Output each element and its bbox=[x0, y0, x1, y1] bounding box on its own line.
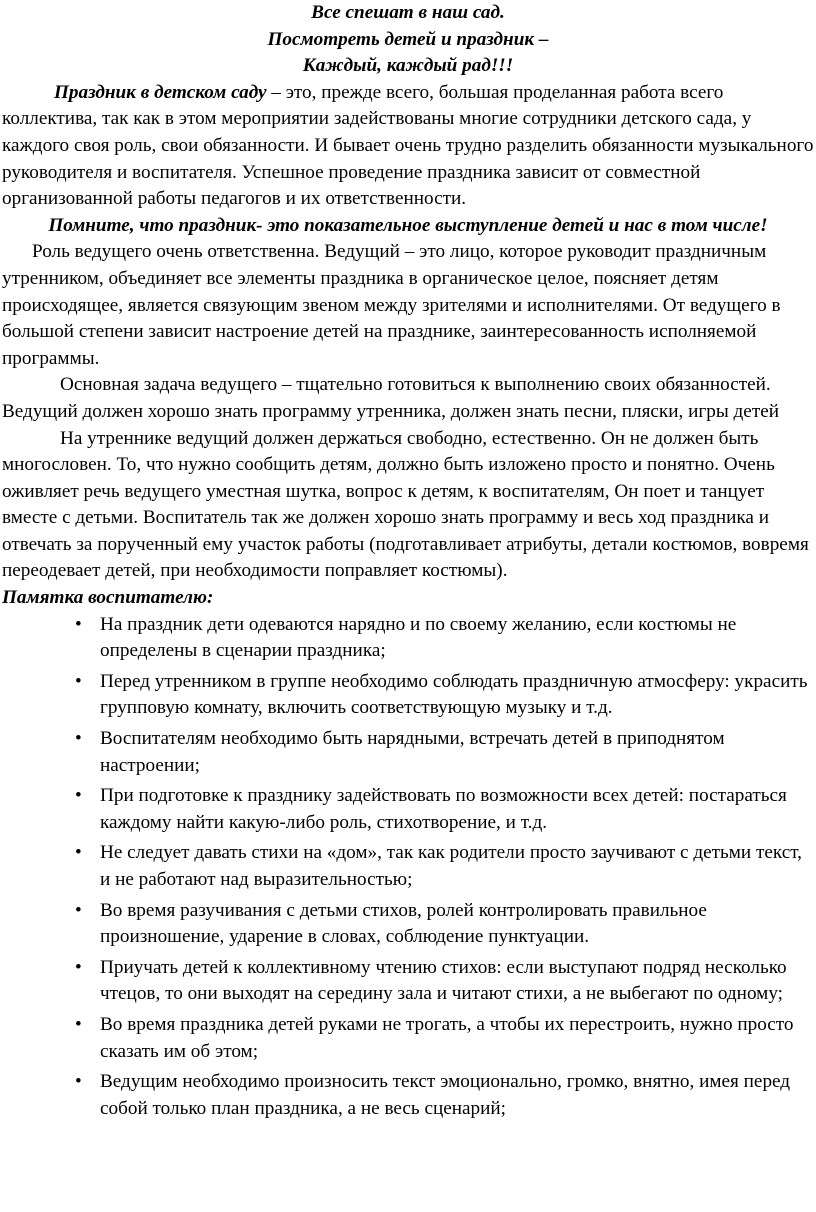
poem-title bbox=[2, 0, 814, 80]
poem-line-3: Каждый, каждый рад!!! bbox=[302, 55, 514, 77]
list-item-text: Воспитателям необходимо быть нарядными, встречать детей в приподнятом настроении; bbox=[100, 728, 725, 776]
bullet-icon: • bbox=[75, 842, 82, 864]
list-item-text: Приучать детей к коллективному чтению стихов: если выступают подряд несколько чтецов, то они выходят на середину зала и читают стихи, а не выбегают по одному; bbox=[100, 956, 787, 1005]
list-item-text: При подготовке к празднику задействовать по возможности всех детей: постараться каждому найти какую-либо роль, стихотворение, и т.д. bbox=[100, 785, 787, 833]
bullet-icon: • bbox=[75, 1071, 82, 1093]
paragraph-host-role: Роль ведущего очень ответственна. Ведущий – это лицо, которое руководит праздничным утренником, объединяет все элементы праздника в органическое целое, поясняет детям происходящее, является связующим звеном между зрителями и исполнителями. От ведущего в большой степени зависит настроение детей на празднике, заинтересованность исполняемой программы. bbox=[2, 241, 781, 369]
poem-line-1: Все спешат в наш сад. bbox=[311, 2, 505, 23]
list-item bbox=[2, 669, 814, 722]
poem-line-2: Посмотреть детей и праздник – bbox=[267, 28, 549, 50]
bullet-icon: • bbox=[75, 728, 82, 750]
bullet-icon: • bbox=[75, 670, 82, 692]
list-item-text: Перед утренником в группе необходимо соблюдать праздничную атмосферу: украсить групповую комнату, включить соответствующую музыку и т.д. bbox=[100, 670, 808, 719]
reminder-heading: Помните, что праздник- это показательное выступление детей и нас в том числе! bbox=[48, 214, 768, 236]
list-item bbox=[2, 1069, 814, 1122]
memo-list bbox=[2, 612, 814, 1123]
bullet-icon: • bbox=[75, 956, 82, 978]
list-item bbox=[2, 612, 814, 665]
list-item bbox=[2, 955, 814, 1008]
list-item bbox=[2, 840, 814, 893]
list-item-text: Не следует давать стихи на «дом», так как родители просто заучивают с детьми текст, и не работают над выразительностью; bbox=[100, 842, 802, 890]
list-item bbox=[2, 1012, 814, 1065]
list-item-text: На праздник дети одеваются нарядно и по своему желанию, если костюмы не определены в сценарии праздника; bbox=[100, 613, 737, 662]
paragraph-host-task: Основная задача ведущего – тщательно готовиться к выполнению своих обязанностей. Ведущий должен хорошо знать программу утренника, должен знать песни, пляски, игры детей bbox=[2, 374, 779, 422]
list-item-text: Ведущим необходимо произносить текст эмоционально, громко, внятно, имея перед собой только план праздника, а не весь сценарий; bbox=[100, 1071, 791, 1119]
list-item bbox=[2, 726, 814, 779]
intro-lead: Праздник в детском саду bbox=[54, 81, 267, 103]
bullet-icon: • bbox=[75, 899, 82, 921]
memo-title: Памятка воспитателю: bbox=[2, 587, 214, 609]
paragraph-host-behavior: На утреннике ведущий должен держаться свободно, естественно. Он не должен быть многословен. То, что нужно сообщить детям, должно быть изложено просто и понятно. Очень оживляет речь ведущего уместная шутка, вопрос к детям, к воспитателям, Он поет и танцует вместе с детьми. Воспитатель так же должен хорошо знать программу и весь ход праздника и отвечать за порученный ему участок работы (подготавливает атрибуты, детали костюмов, вовремя переодевает детей, при необходимости поправляет костюмы). bbox=[2, 427, 809, 582]
intro-paragraph bbox=[2, 80, 814, 213]
list-item bbox=[2, 783, 814, 836]
list-item bbox=[2, 898, 814, 951]
list-item-text: Во время праздника детей руками не трогать, а чтобы их перестроить, нужно просто сказать им об этом; bbox=[100, 1013, 794, 1062]
list-item-text: Во время разучивания с детьми стихов, ролей контролировать правильное произношение, ударение в словах, соблюдение пунктуации. bbox=[100, 899, 707, 948]
bullet-icon: • bbox=[75, 613, 82, 635]
bullet-icon: • bbox=[75, 1013, 82, 1035]
intro-text: – это, прежде всего, большая проделанная работа всего коллектива, так как в этом мероприятии задействованы многие сотрудники детского сада, у каждого своя роль, свои обязанности. И бывает очень трудно разделить обязанности музыкального руководителя и воспитателя. Успешное проведение праздника зависит от совместной организованной работы педагогов и их ответственности. bbox=[2, 81, 814, 210]
bullet-icon: • bbox=[75, 785, 82, 807]
